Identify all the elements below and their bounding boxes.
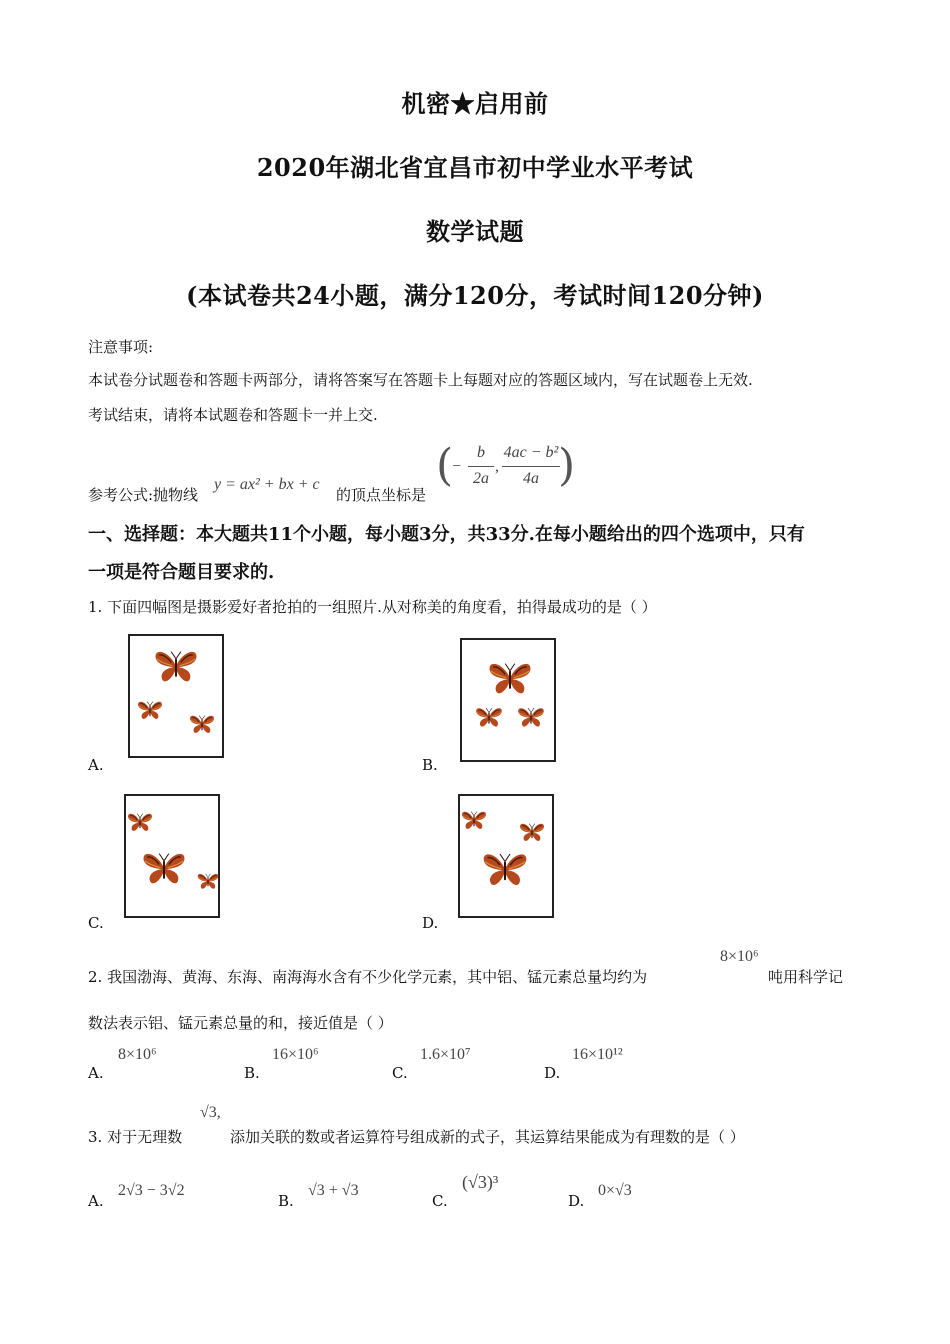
photo-b: [460, 638, 556, 762]
question-3-text-cont: 添加关联的数或者运算符号组成新的式子，其运算结果能成为有理数的是（ ）: [230, 1128, 745, 1146]
butterfly-icon: [196, 870, 220, 892]
photo-c: [124, 794, 220, 918]
section-heading-line-2: 一项是符合题目要求的.: [88, 562, 275, 583]
photo-a: [128, 634, 224, 758]
vertex-x-numerator: b: [477, 444, 485, 461]
exam-info: (本试卷共24小题，满分120分，考试时间120分钟): [186, 281, 764, 310]
left-paren: (: [436, 440, 454, 491]
q3-option-c-label: C.: [432, 1192, 448, 1210]
section-heading-line-1: 一、选择题：本大题共11个小题，每小题3分，共33分.在每小题给出的四个选项中，只有: [88, 524, 805, 545]
question-3-number: √3,: [200, 1104, 221, 1121]
vertex-y-denominator: 4a: [523, 470, 539, 487]
vertex-x-denominator: 2a: [473, 470, 489, 487]
option-d-label: D.: [422, 914, 439, 932]
fraction-bar: [502, 466, 560, 467]
option-a-label: A.: [88, 756, 104, 774]
butterfly-icon: [480, 848, 530, 890]
butterfly-icon: [126, 810, 154, 834]
q3-option-d-expr: 0×√3: [598, 1182, 632, 1199]
question-2-text: 2. 我国渤海、黄海、东海、南海海水含有不少化学元素，其中铝、锰元素总量均约为: [88, 968, 648, 986]
minus-sign: −: [452, 458, 462, 475]
right-paren: ): [558, 440, 576, 491]
option-b-label: B.: [422, 756, 438, 774]
q2-option-c-expr: 1.6×10⁷: [420, 1046, 471, 1063]
q2-option-b-expr: 16×10⁶: [272, 1046, 319, 1063]
butterfly-icon: [460, 808, 488, 832]
parabola-equation: y = ax² + bx + c: [214, 476, 320, 493]
q2-option-c-label: C.: [392, 1064, 408, 1082]
q2-option-a-expr: 8×10⁶: [118, 1046, 157, 1063]
question-2-text-cont: 吨用科学记: [768, 968, 844, 986]
butterfly-icon: [136, 698, 164, 722]
q3-option-c-expr: (√3)³: [462, 1172, 499, 1192]
q3-option-a-label: A.: [88, 1192, 104, 1210]
q3-option-b-label: B.: [278, 1192, 294, 1210]
option-c-label: C.: [88, 914, 104, 932]
q2-option-a-label: A.: [88, 1064, 104, 1082]
q2-option-d-label: D.: [544, 1064, 561, 1082]
confidential-label: 机密★启用前: [401, 89, 549, 118]
butterfly-icon: [516, 704, 546, 730]
notes-line-1: 本试卷分试题卷和答题卡两部分，请将答案写在答题卡上每题对应的答题区域内，写在试题卷上无效.: [88, 371, 753, 389]
q3-option-a-expr: 2√3 − 3√2: [118, 1182, 185, 1199]
formula-middle: 的顶点坐标是: [336, 486, 427, 504]
question-2-value: 8×10⁶: [720, 948, 759, 965]
photo-d: [458, 794, 554, 918]
notes-heading: 注意事项:: [88, 338, 154, 356]
butterfly-icon: [518, 820, 546, 844]
vertex-formula: [436, 440, 576, 500]
butterfly-icon: [486, 658, 534, 698]
notes-line-2: 考试结束，请将本试题卷和答题卡一并上交.: [88, 406, 378, 424]
formula-prefix: 参考公式:抛物线: [88, 486, 199, 504]
q2-option-d-expr: 16×10¹²: [572, 1046, 623, 1063]
comma: ,: [495, 458, 499, 475]
butterfly-icon: [140, 848, 188, 888]
butterfly-icon: [188, 712, 216, 736]
vertex-y-numerator: 4ac − b²: [503, 444, 559, 461]
exam-title: 2020年湖北省宜昌市初中学业水平考试: [256, 153, 694, 182]
butterfly-icon: [152, 646, 200, 686]
q3-option-b-expr: √3 + √3: [308, 1182, 359, 1199]
subject-title: 数学试题: [426, 217, 524, 246]
q2-option-b-label: B.: [244, 1064, 260, 1082]
question-2-text-line-2: 数法表示铝、锰元素总量的和，接近值是（ ）: [88, 1014, 393, 1032]
question-1-text: 1. 下面四幅图是摄影爱好者抢拍的一组照片.从对称美的角度看，拍得最成功的是（ ）: [88, 598, 657, 616]
butterfly-icon: [474, 704, 504, 730]
fraction-bar: [468, 466, 494, 467]
q3-option-d-label: D.: [568, 1192, 585, 1210]
question-3-text: 3. 对于无理数: [88, 1128, 183, 1146]
